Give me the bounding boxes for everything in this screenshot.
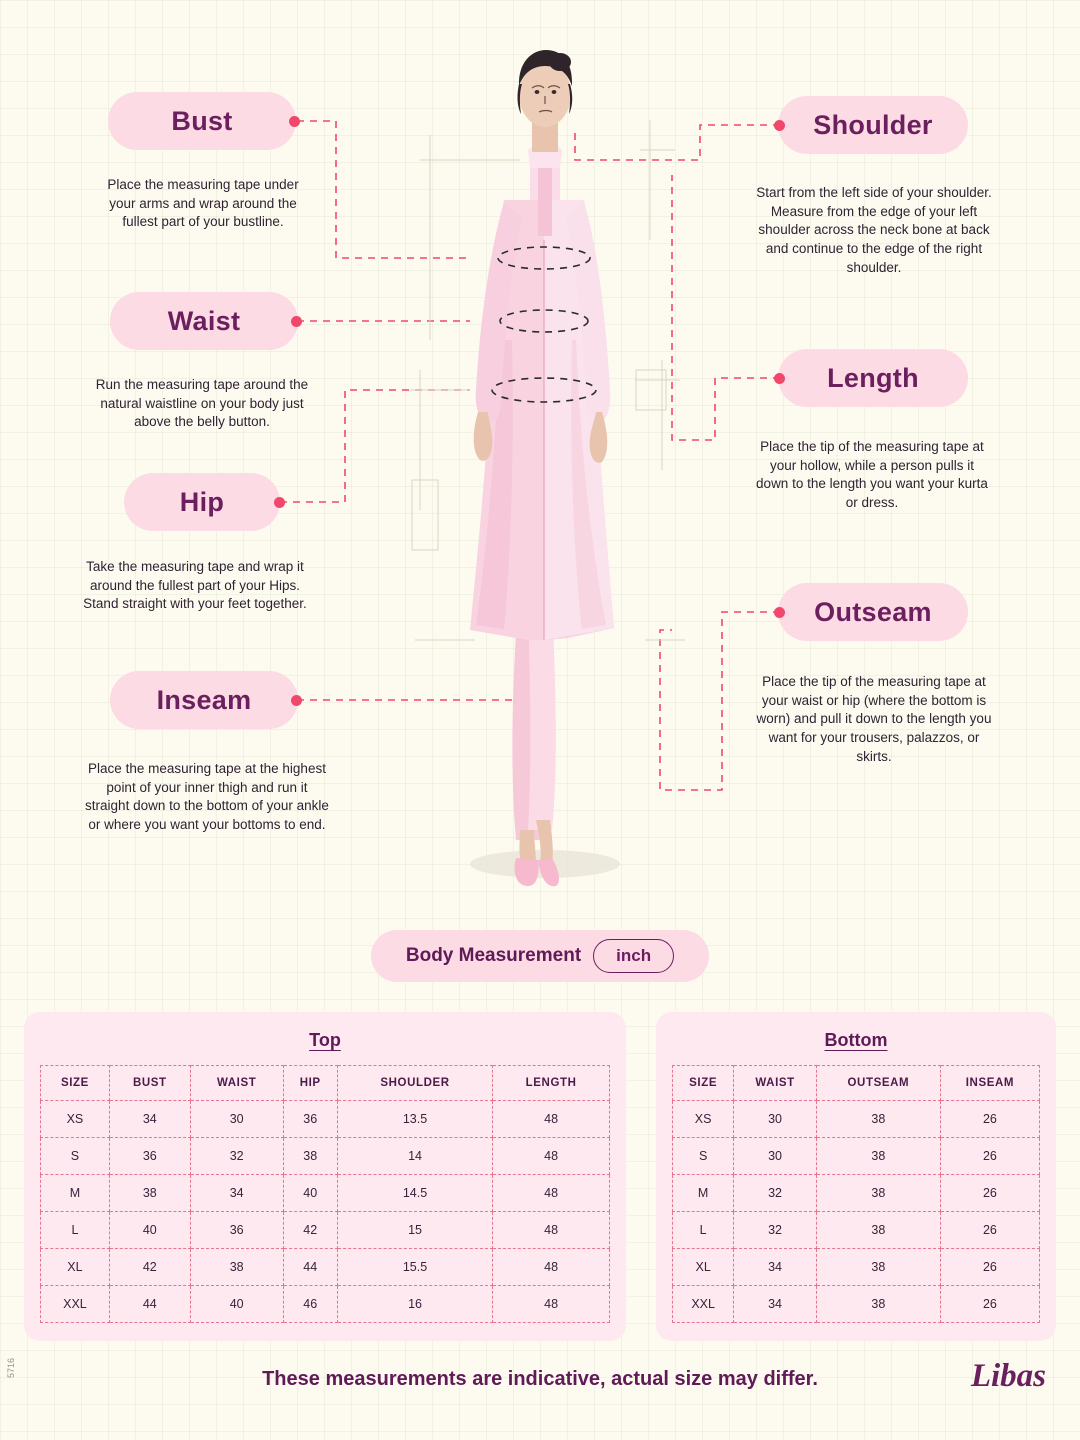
table-cell: 38 bbox=[816, 1175, 940, 1212]
table-cell: 44 bbox=[109, 1286, 190, 1323]
table-cell: 32 bbox=[190, 1138, 283, 1175]
table-cell: 48 bbox=[493, 1286, 610, 1323]
table-header-cell: WAIST bbox=[734, 1066, 817, 1101]
table-cell: 46 bbox=[283, 1286, 337, 1323]
top-table-title: Top bbox=[309, 1030, 341, 1050]
table-header-cell: SIZE bbox=[673, 1066, 734, 1101]
top-size-table bbox=[40, 1065, 610, 1323]
disclaimer-note: These measurements are indicative, actual size may differ. bbox=[262, 1368, 818, 1390]
table-cell: 38 bbox=[109, 1175, 190, 1212]
table-cell: 15 bbox=[337, 1212, 492, 1249]
table-cell: M bbox=[41, 1175, 110, 1212]
pill-inseam-label: Inseam bbox=[156, 684, 252, 715]
table-row bbox=[673, 1249, 1040, 1286]
table-cell: 26 bbox=[940, 1101, 1039, 1138]
table-cell: 38 bbox=[283, 1138, 337, 1175]
table-header-row bbox=[673, 1066, 1040, 1101]
table-cell: 38 bbox=[816, 1212, 940, 1249]
desc-bust: Place the measuring tape under your arms and wrap around the fullest part of your bustline. bbox=[107, 177, 299, 230]
table-cell: 34 bbox=[734, 1249, 817, 1286]
table-cell: S bbox=[673, 1138, 734, 1175]
table-cell: 40 bbox=[109, 1212, 190, 1249]
table-cell: 14 bbox=[337, 1138, 492, 1175]
table-cell: 34 bbox=[734, 1286, 817, 1323]
table-row bbox=[41, 1212, 610, 1249]
dot-shoulder bbox=[774, 120, 785, 131]
table-cell: 38 bbox=[816, 1101, 940, 1138]
table-cell: 30 bbox=[734, 1101, 817, 1138]
table-cell: 42 bbox=[283, 1212, 337, 1249]
model-illustration bbox=[400, 40, 690, 910]
table-cell: XXL bbox=[673, 1286, 734, 1323]
table-cell: 36 bbox=[109, 1138, 190, 1175]
table-cell: 36 bbox=[190, 1212, 283, 1249]
pill-length-label: Length bbox=[827, 362, 919, 393]
table-header-cell: BUST bbox=[109, 1066, 190, 1101]
table-cell: 26 bbox=[940, 1249, 1039, 1286]
side-code: 5716 bbox=[6, 1357, 16, 1378]
table-cell: 48 bbox=[493, 1249, 610, 1286]
table-cell: 48 bbox=[493, 1212, 610, 1249]
table-header-cell: INSEAM bbox=[940, 1066, 1039, 1101]
table-row bbox=[673, 1175, 1040, 1212]
brand-logo: Libas bbox=[970, 1358, 1046, 1394]
table-cell: 30 bbox=[734, 1138, 817, 1175]
table-cell: 26 bbox=[940, 1175, 1039, 1212]
pill-hip[interactable] bbox=[124, 473, 280, 531]
table-cell: S bbox=[41, 1138, 110, 1175]
desc-outseam: Place the tip of the measuring tape at your waist or hip (where the bottom is worn) and pull it down to the length you want for your trousers, palazzos, or skirts. bbox=[756, 674, 992, 764]
table-cell: XL bbox=[41, 1249, 110, 1286]
table-cell: 40 bbox=[283, 1175, 337, 1212]
pill-outseam-label: Outseam bbox=[814, 596, 932, 627]
body-measurement-bar bbox=[371, 930, 709, 982]
table-row bbox=[41, 1286, 610, 1323]
table-cell: 32 bbox=[734, 1175, 817, 1212]
table-cell: 13.5 bbox=[337, 1101, 492, 1138]
body-measurement-title: Body Measurement bbox=[405, 945, 582, 966]
bottom-size-table bbox=[672, 1065, 1040, 1323]
table-cell: 26 bbox=[940, 1286, 1039, 1323]
table-header-cell: LENGTH bbox=[493, 1066, 610, 1101]
bottom-table-title: Bottom bbox=[824, 1030, 888, 1050]
table-cell: 44 bbox=[283, 1249, 337, 1286]
top-size-table-card bbox=[24, 1012, 626, 1341]
table-cell: L bbox=[41, 1212, 110, 1249]
table-cell: 34 bbox=[190, 1175, 283, 1212]
table-cell: 32 bbox=[734, 1212, 817, 1249]
desc-hip: Take the measuring tape and wrap it around the fullest part of your Hips. Stand straight with your feet together. bbox=[83, 559, 307, 612]
dot-hip bbox=[274, 497, 285, 508]
table-cell: M bbox=[673, 1175, 734, 1212]
table-cell: 34 bbox=[109, 1101, 190, 1138]
table-header-cell: HIP bbox=[283, 1066, 337, 1101]
table-header-cell: OUTSEAM bbox=[816, 1066, 940, 1101]
desc-waist: Run the measuring tape around the natural waistline on your body just above the belly button. bbox=[95, 377, 309, 430]
table-cell: 42 bbox=[109, 1249, 190, 1286]
table-cell: XXL bbox=[41, 1286, 110, 1323]
table-row bbox=[41, 1138, 610, 1175]
table-row bbox=[41, 1175, 610, 1212]
table-row bbox=[673, 1138, 1040, 1175]
dot-bust bbox=[289, 116, 300, 127]
pill-bust[interactable] bbox=[108, 92, 296, 150]
dot-length bbox=[774, 373, 785, 384]
pill-hip-label: Hip bbox=[179, 486, 225, 517]
pill-outseam[interactable] bbox=[778, 583, 968, 641]
pill-length[interactable] bbox=[778, 349, 968, 407]
table-row bbox=[41, 1249, 610, 1286]
table-cell: 48 bbox=[493, 1175, 610, 1212]
table-cell: 38 bbox=[816, 1249, 940, 1286]
table-cell: 14.5 bbox=[337, 1175, 492, 1212]
table-cell: 40 bbox=[190, 1286, 283, 1323]
desc-shoulder: Start from the left side of your shoulder. Measure from the edge of your left shoulder across the neck bone at back and continue to the edge of the right shoulder. bbox=[756, 185, 992, 275]
table-cell: 26 bbox=[940, 1138, 1039, 1175]
table-cell: 26 bbox=[940, 1212, 1039, 1249]
table-cell: 16 bbox=[337, 1286, 492, 1323]
table-cell: 36 bbox=[283, 1101, 337, 1138]
table-cell: 15.5 bbox=[337, 1249, 492, 1286]
dot-outseam bbox=[774, 607, 785, 618]
table-row bbox=[673, 1212, 1040, 1249]
table-cell: 30 bbox=[190, 1101, 283, 1138]
desc-inseam: Place the measuring tape at the highest point of your inner thigh and run it straight down to the bottom of your ankle or where you want your bottoms to end. bbox=[85, 761, 329, 832]
table-row bbox=[673, 1286, 1040, 1323]
dot-waist bbox=[291, 316, 302, 327]
table-cell: XL bbox=[673, 1249, 734, 1286]
table-cell: 48 bbox=[493, 1138, 610, 1175]
table-cell: 38 bbox=[816, 1138, 940, 1175]
dot-inseam bbox=[291, 695, 302, 706]
unit-toggle[interactable]: inch bbox=[593, 939, 674, 973]
table-header-cell: WAIST bbox=[190, 1066, 283, 1101]
table-header-cell: SIZE bbox=[41, 1066, 110, 1101]
pill-waist-label: Waist bbox=[167, 305, 241, 336]
table-cell: XS bbox=[673, 1101, 734, 1138]
table-row bbox=[673, 1101, 1040, 1138]
table-row bbox=[41, 1101, 610, 1138]
pill-bust-label: Bust bbox=[171, 105, 233, 136]
bottom-size-table-card bbox=[656, 1012, 1056, 1341]
desc-length: Place the tip of the measuring tape at your hollow, while a person pulls it down to the length you want your kurta or dress. bbox=[756, 439, 988, 510]
table-cell: 48 bbox=[493, 1101, 610, 1138]
table-cell: 38 bbox=[816, 1286, 940, 1323]
table-header-cell: SHOULDER bbox=[337, 1066, 492, 1101]
pill-inseam[interactable] bbox=[110, 671, 298, 729]
table-cell: 38 bbox=[190, 1249, 283, 1286]
table-cell: XS bbox=[41, 1101, 110, 1138]
table-cell: L bbox=[673, 1212, 734, 1249]
table-header-row bbox=[41, 1066, 610, 1101]
pill-shoulder-label: Shoulder bbox=[813, 109, 933, 140]
pill-waist[interactable] bbox=[110, 292, 298, 350]
pill-shoulder[interactable] bbox=[778, 96, 968, 154]
